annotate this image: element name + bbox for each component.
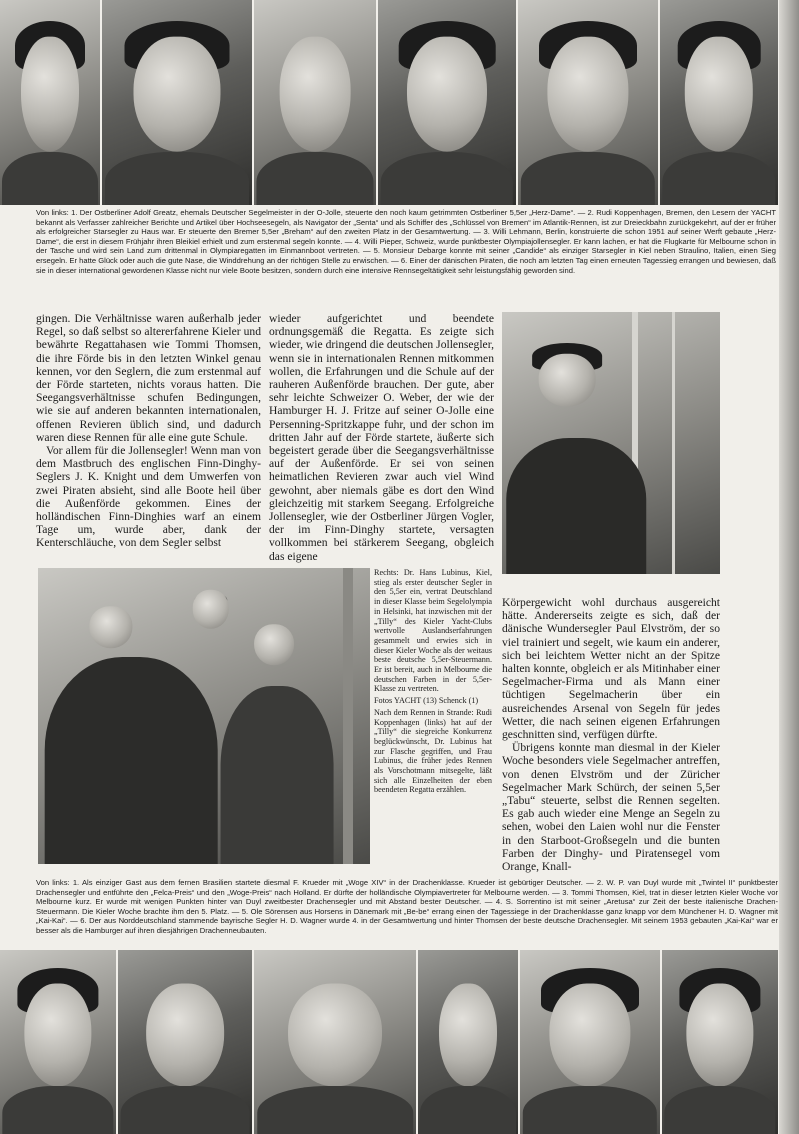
- portrait-photo: [0, 0, 100, 205]
- page-edge: [779, 0, 799, 1134]
- text-column-3: [502, 596, 720, 873]
- top-caption: Von links: 1. Der Ostberliner Adolf Greatz, ehemals Deutscher Segelmeister in der O-Jolle, steuerte den noch kaum getrimmten Ostberliner 5,5er „Herz-Dame“. — 2. Rudi Koppenhagen, Bremen, den Lesern der YACHT bekannt als Verfasser zahlreicher Berichte und Artikel über Hochseesegeln, als Navigator der „Senta“ und als Schiffer des „Schlüssel von Bremen“ im Atlantik-Rennen, ist zur Dreieckbahn zurückgekehrt, auf der er früher als erfolgreicher Starsegler zu Haus war. Er steuerte den Bremer 5,5er „Breham“ auf den zweiten Platz in der Gesamtwertung. — 3. Willi Lehmann, Berlin, konstruierte die schon 1951 auf seiner Werft gebaute „Herz-Dame“, die erst in diesem Frühjahr ihren Bleikiel erhielt und zum erstenmal segeln konnte. — 4. Willi Pieper, Schweiz, wurde punktbester Olympiajollensegler. Er kann lachen, er hat die Flugkarte für Melbourne schon in der Tasche und wird sein Land zum drittenmal in Olympiaregatten im Einmannboot vertreten. — 5. Monsieur Debarge konnte mit seiner „Candide“ als einziger Starsegler in Kiel neben Straulino, Italien, einen Sieg ersegeln. Er hatte Glück oder auch die gute Nase, die Winddrehung an der richtigen Stelle zu erwischen. — 6. Einer der dänischen Piraten, die noch am letzten Tag einen erneuten Tagessieg errangen und bewiesen, daß sie in dieser international gewordenen Klasse nicht nur viele Boote besitzen, sondern durch eine intensive Rennsegeltätigkeit sehr leistungsfähig geworden sind.: [36, 208, 776, 275]
- group-photo: [38, 568, 370, 864]
- photo-credit: Fotos YACHT (13) Schenck (1): [374, 696, 479, 706]
- portrait-photo: [0, 950, 116, 1134]
- paragraph: Übrigens konnte man diesmal in der Kieler Woche besonders viele Segelmacher antreffen, von denen Elvström und der Züricher Segelmacher Mark Schürch, der seinen 5,5er „Tabu“ steuerte, selbst die Rennen segelten. Es gab auch wieder eine Menge an Segeln zu sehen, wobei den Laien wohl nur die Fenster in den Starboot-Großsegeln und die bunten Farben der Dinghy- und Piratensegel vom Orange, Knall-: [502, 741, 720, 874]
- caption-paragraph: Nach dem Rennen in Strande: Rudi Koppenhagen (links) hat auf der „Tilly“ die siegreiche Konkurrenz beglückwünscht, Dr. Lubinus hat zur Flasche gegriffen, und Frau Lubinus, die früher jedes Rennen als Vorschotmann mitsegelte, läßt sich alle Einzelheiten der eben beendeten Regatta erzählen.: [374, 707, 492, 795]
- portrait-photo: [662, 950, 778, 1134]
- caption-paragraph: Rechts: Dr. Hans Lubinus, Kiel, stieg als erster deutscher Segler in den 5,5er ein, vertrat Deutschland in dieser Klasse beim Segelolympia in Helsinki, hat inzwischen mit der „Tilly“ des Kieler Yacht-Clubs wertvolle Auslandserfahrungen gesammelt und erwies sich in dieser Kieler Woche als der weitaus beste deutsche 5,5er-Steuermann. Er ist bereit, auch in Melbourne die deutschen Farben in der 5,5er-Klasse zu vertreten.: [374, 568, 492, 694]
- portrait-photo: [254, 950, 416, 1134]
- paragraph: Vor allem für die Jollensegler! Wenn man von dem Mastbruch des englischen Finn-Dinghy-Seglers J. K. Knight und dem Umwerfen von zwei Piraten absieht, sind alle Boote heil über die Außenförde gekommen. Eines der holländischen Finn-Dinghies warf an einem Tage um, wurde aber, dank der Kenterschläuche, von dem Segler selbst: [36, 444, 261, 550]
- portrait-photo: [254, 0, 376, 205]
- side-caption: [374, 568, 492, 797]
- portrait-photo: [518, 0, 658, 205]
- text-column-2: [269, 312, 494, 563]
- portrait-photo: [102, 0, 252, 205]
- paragraph: Körpergewicht wohl durchaus ausgereicht hätte. Andererseits zeigte es sich, daß der dänische Wundersegler Paul Elvström, der so viel trainiert und segelt, wie kaum ein anderer, sich bei leichtem Wetter nicht an der Spitze halten konnte, obgleich er als Mitinhaber einer Segelmacher-Firma und als Mann einer tüchtigen Segelmacherin über ein ausreichendes Arsenal von Segeln für jedes Wetter, die nach seinen eigenen Erfahrungen geschnitten sind, verfügen dürfte.: [502, 596, 720, 742]
- portrait-photo: [660, 0, 778, 205]
- lubinus-photo: [502, 312, 720, 574]
- text-column-1: [36, 312, 261, 550]
- portrait-photo: [418, 950, 518, 1134]
- bottom-caption: Von links: 1. Als einziger Gast aus dem fernen Brasilien startete diesmal F. Krueder mit „Woge XIV“ in der Drachenklasse. Krueder ist gebürtiger Deutscher. — 2. W. P. van Duyl wurde mit „Twintel II“ punktbester Drachensegler und entführte den „Felca-Preis“ und den „Woge-Preis“ nach Holland. Er dürfte der holländische Olympiavertreter für Melbourne werden. — 3. Tommi Thomsen, Kiel, trat in dieser letzten Kieler Woche vor Melbourne kurz. Er wurde mit wenigen Punkten hinter van Duyl zweitbester Drachensegler und mit Abstand bester Deutscher. — 4. S. Sorrentino ist mit seiner „Aretusa“ zur Zeit der beste italienische Drachen-Steuermann. Die Kieler Woche brachte ihm den 5. Platz. — 5. Ole Sörensen aus Horsens in Dänemark mit „Be-be“ errang einen der Tagessiege in der Drachenklasse ganz knapp vor dem Münchener H. D. Wagner mit „Kai-Kai“. — 6. Der aus Norddeutschland stammende bayrische Segler H. D. Wagner wurde 4. in der Gesamtwertung und hinter Thomsen der beste deutsche Drachensegler. Mit seinem 1953 gebauten „Kai-Kai“ war er besser als die Hamburger auf ihren diesjährigen Drachenneubauten.: [36, 878, 778, 935]
- portrait-photo: [118, 950, 252, 1134]
- paragraph: gingen. Die Verhältnisse waren außerhalb jeder Regel, so daß selbst so altererfahrene Kieler und bewährte Regattahasen wie Tommi Thomsen, die ihre Förde bis in den letzten Winkel genau kennen, vor den Seglern, die zum erstenmal auf der Förde starteten, nichts voraus hatten. Die Seegangsverhältnisse schufen Bedingungen, wie sie auf anderen bekannten internationalen, offenen Revieren üblich sind, und dadurch waren diese Rennen für alle eine gute Schule.: [36, 312, 261, 444]
- portrait-photo: [378, 0, 516, 205]
- paragraph: wieder aufgerichtet und beendete ordnungsgemäß die Regatta. Es zeigte sich wieder, wie dringend die deutschen Jollensegler, wenn sie in internationalen Rennen mitkommen wollen, die Erfahrungen und die Schule auf der rauheren Außenförde brauchen. Der gute, aber sehr leichte Schweizer O. Weber, der wie der Hamburger H. J. Fritze auf seiner O-Jolle eine Persenning-Spritzkappe fuhr, und der schon im dritten Jahr auf der Förde startete, äußerte sich begeistert gerade über die Seegangsverhältnisse auf der Außenförde. Er sei von seinen heimatlichen Revieren zwar auch viel Wind gewohnt, aber niemals gäbe es dort den Wind gleichzeitig mit starkem Seegang. Erfolgreiche Jollensegler, wie der Ostberliner Jürgen Vogler, der im Finn-Dinghy startete, versagten vollkommen bei stärkerem Seegang, obgleich das eigene: [269, 312, 494, 563]
- portrait-photo: [520, 950, 660, 1134]
